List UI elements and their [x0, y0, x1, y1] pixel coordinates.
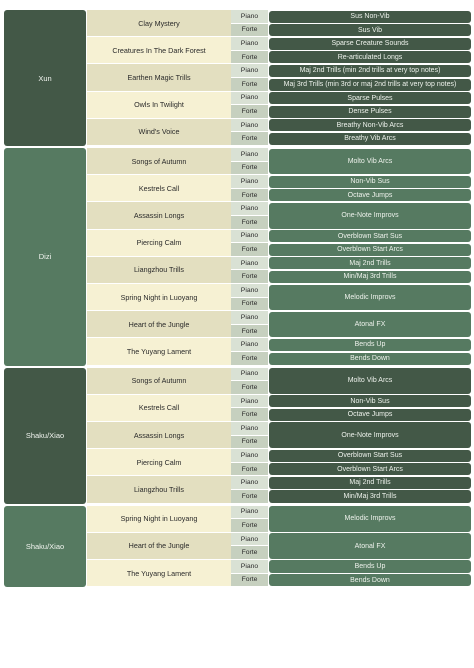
dynamic-layer-piano[interactable]: Piano [231, 257, 268, 271]
patch-name[interactable]: Creatures In The Dark Forest [87, 37, 231, 64]
patch-name[interactable]: Assassin Longs [87, 202, 231, 229]
dynamic-layer-piano[interactable]: Piano [231, 175, 268, 189]
dynamic-layer-forte[interactable]: Forte [231, 408, 268, 422]
patch-name[interactable]: Kestrels Call [87, 395, 231, 422]
patch-name[interactable]: Spring Night in Luoyang [87, 506, 231, 533]
patch-name[interactable]: Songs of Autumn [87, 368, 231, 395]
instrument-label: Dizi [4, 148, 86, 366]
dynamic-layer-forte[interactable]: Forte [231, 243, 268, 257]
patch-name[interactable]: Owls In Twilight [87, 92, 231, 119]
articulation-cell[interactable]: Overblown Start Arcs [269, 244, 471, 256]
articulation-cell[interactable]: Sparse Pulses [269, 92, 471, 104]
dynamic-layer-forte[interactable]: Forte [231, 78, 268, 92]
patch-name[interactable]: Liangzhou Trills [87, 476, 231, 503]
dynamic-layer-piano[interactable]: Piano [231, 533, 268, 547]
dynamic-layer-forte[interactable]: Forte [231, 519, 268, 533]
patch-name[interactable]: Clay Mystery [87, 10, 231, 37]
dynamic-layer-forte[interactable]: Forte [231, 216, 268, 230]
dynamic-layer-forte[interactable]: Forte [231, 298, 268, 312]
articulation-cell[interactable]: Breathy Vib Arcs [269, 133, 471, 145]
articulation-cell[interactable]: Overblown Start Sus [269, 450, 471, 462]
dynamic-layer-forte[interactable]: Forte [231, 436, 268, 450]
dynamic-layer-forte[interactable]: Forte [231, 162, 268, 176]
dynamic-layer-piano[interactable]: Piano [231, 119, 268, 133]
articulation-grid [4, 10, 471, 589]
patch-name[interactable]: Spring Night in Luoyang [87, 284, 231, 311]
dynamic-layer-piano[interactable]: Piano [231, 284, 268, 298]
articulation-cell[interactable]: Non-Vib Sus [269, 176, 471, 188]
articulation-cell[interactable]: Bends Down [269, 574, 471, 586]
dynamic-layer-piano[interactable]: Piano [231, 64, 268, 78]
articulation-cell[interactable]: Min/Maj 3rd Trills [269, 490, 471, 502]
dynamic-layer-forte[interactable]: Forte [231, 189, 268, 203]
dynamic-layer-piano[interactable]: Piano [231, 395, 268, 409]
dynamic-layer-piano[interactable]: Piano [231, 92, 268, 106]
dynamic-layer-forte[interactable]: Forte [231, 51, 268, 65]
dynamic-layer-piano[interactable]: Piano [231, 506, 268, 520]
dynamic-layer-forte[interactable]: Forte [231, 24, 268, 38]
piece-rows [87, 148, 471, 366]
articulation-cell[interactable]: Re-articulated Longs [269, 51, 471, 63]
articulation-cell[interactable]: Melodic Improvs [269, 506, 471, 532]
dynamic-layer-forte[interactable]: Forte [231, 352, 268, 366]
piece-rows [87, 368, 471, 504]
articulation-cell[interactable]: Min/Maj 3rd Trills [269, 271, 471, 283]
dynamic-layer-piano[interactable]: Piano [231, 148, 268, 162]
articulation-cell[interactable]: Sparse Creature Sounds [269, 38, 471, 50]
dynamic-layer-piano[interactable]: Piano [231, 560, 268, 574]
dynamic-layer-forte[interactable]: Forte [231, 463, 268, 477]
patch-name[interactable]: Heart of the Jungle [87, 533, 231, 560]
instrument-label: Shaku/Xiao [4, 368, 86, 504]
instrument-section [4, 368, 471, 504]
articulation-cell[interactable]: Overblown Start Sus [269, 230, 471, 242]
articulation-cell[interactable]: Maj 2nd Trills [269, 257, 471, 269]
articulation-cell[interactable]: Molto Vib Arcs [269, 368, 471, 394]
articulation-cell[interactable]: Atonal FX [269, 533, 471, 559]
patch-name[interactable]: Assassin Longs [87, 422, 231, 449]
articulation-cell[interactable]: Bends Up [269, 339, 471, 351]
dynamic-layer-piano[interactable]: Piano [231, 422, 268, 436]
patch-name[interactable]: Piercing Calm [87, 449, 231, 476]
articulation-cell[interactable]: Melodic Improvs [269, 285, 471, 311]
articulation-cell[interactable]: Maj 2nd Trills [269, 477, 471, 489]
instrument-label: Xun [4, 10, 86, 146]
articulation-cell[interactable]: One-Note Improvs [269, 422, 471, 448]
instrument-section [4, 506, 471, 588]
patch-name[interactable]: Songs of Autumn [87, 148, 231, 175]
patch-name[interactable]: Kestrels Call [87, 175, 231, 202]
dynamic-layer-piano[interactable]: Piano [231, 368, 268, 382]
articulation-cell[interactable]: Molto Vib Arcs [269, 149, 471, 175]
patch-name[interactable]: Heart of the Jungle [87, 311, 231, 338]
patch-name[interactable]: Earthen Magic Trills [87, 64, 231, 91]
articulation-cell[interactable]: Dense Pulses [269, 106, 471, 118]
instrument-section [4, 10, 471, 146]
articulation-cell[interactable]: One-Note Improvs [269, 203, 471, 229]
piece-rows [87, 506, 471, 588]
dynamic-layer-piano[interactable]: Piano [231, 476, 268, 490]
dynamic-layer-forte[interactable]: Forte [231, 132, 268, 146]
articulation-cell[interactable]: Breathy Non-Vib Arcs [269, 119, 471, 131]
articulation-cell[interactable]: Maj 2nd Trills (min 2nd trills at very top notes) [269, 65, 471, 77]
patch-name[interactable]: The Yuyang Lament [87, 560, 231, 587]
articulation-cell[interactable]: Maj 3rd Trills (min 3rd or maj 2nd trills at very top notes) [269, 79, 471, 91]
instrument-label: Shaku/Xiao [4, 506, 86, 588]
dynamic-layer-piano[interactable]: Piano [231, 311, 268, 325]
dynamic-layer-piano[interactable]: Piano [231, 10, 268, 24]
piece-rows [87, 10, 471, 146]
dynamic-layer-piano[interactable]: Piano [231, 37, 268, 51]
dynamic-layer-piano[interactable]: Piano [231, 449, 268, 463]
articulation-cell[interactable]: Atonal FX [269, 312, 471, 338]
dynamic-layer-forte[interactable]: Forte [231, 546, 268, 560]
dynamic-layer-forte[interactable]: Forte [231, 381, 268, 395]
articulation-cell[interactable]: Sus Non-Vib [269, 11, 471, 23]
articulation-cell[interactable]: Octave Jumps [269, 409, 471, 421]
dynamic-layer-forte[interactable]: Forte [231, 270, 268, 284]
dynamic-layer-forte[interactable]: Forte [231, 574, 268, 588]
articulation-cell[interactable]: Overblown Start Arcs [269, 463, 471, 475]
dynamic-layer-piano[interactable]: Piano [231, 230, 268, 244]
articulation-cell[interactable]: Bends Down [269, 353, 471, 365]
articulation-cell[interactable]: Octave Jumps [269, 189, 471, 201]
articulation-cell[interactable]: Bends Up [269, 560, 471, 572]
dynamic-layer-piano[interactable]: Piano [231, 338, 268, 352]
dynamic-layer-forte[interactable]: Forte [231, 325, 268, 339]
patch-name[interactable]: The Yuyang Lament [87, 338, 231, 365]
dynamic-layer-forte[interactable]: Forte [231, 490, 268, 504]
dynamic-layer-piano[interactable]: Piano [231, 202, 268, 216]
articulation-cell[interactable]: Sus Vib [269, 24, 471, 36]
dynamic-layer-forte[interactable]: Forte [231, 105, 268, 119]
instrument-section [4, 148, 471, 366]
patch-name[interactable]: Piercing Calm [87, 230, 231, 257]
articulation-cell[interactable]: Non-Vib Sus [269, 395, 471, 407]
patch-name[interactable]: Wind's Voice [87, 119, 231, 146]
patch-name[interactable]: Liangzhou Trills [87, 257, 231, 284]
